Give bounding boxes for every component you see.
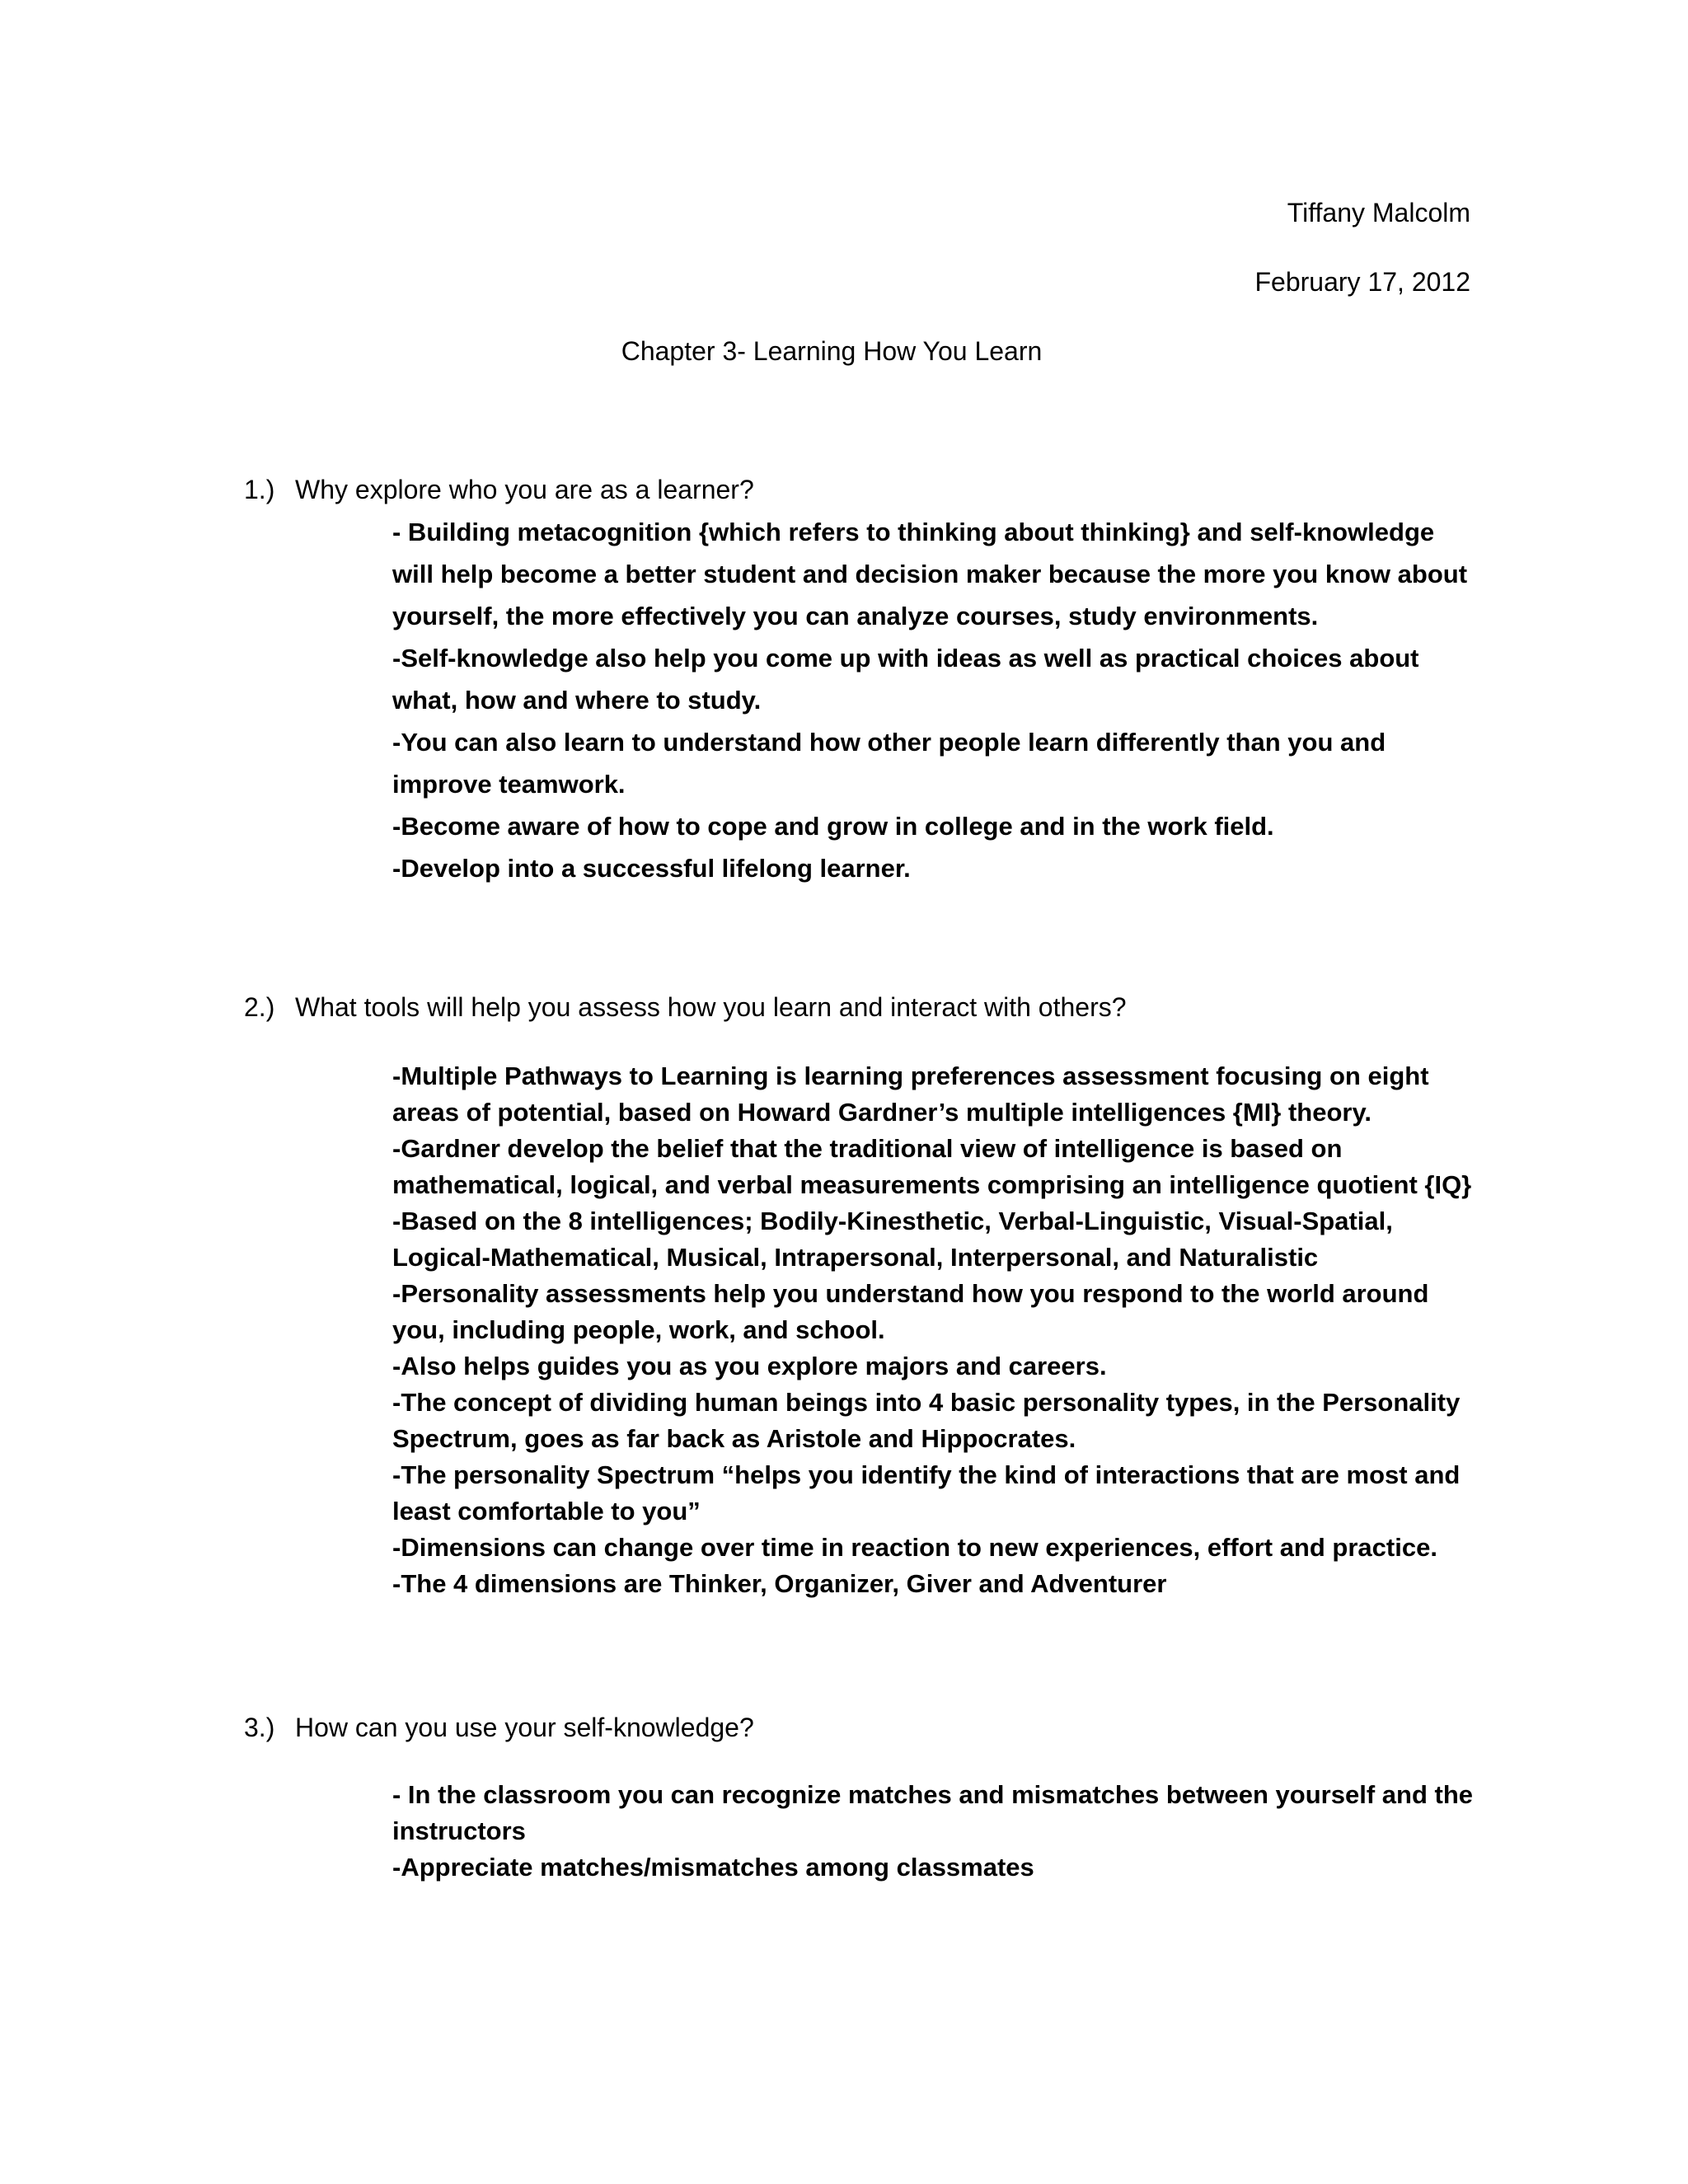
answer-item: -The 4 dimensions are Thinker, Organizer, Giver and Adventurer [392, 1569, 1167, 1598]
answer-item: -Based on the 8 intelligences; Bodily-Kinesthetic, Verbal-Linguistic, Visual-Spatial, Logical-Mathematical, Musical, Intrapersonal, Interpersonal, and Naturalistic [392, 1207, 1393, 1272]
question-number: 2.) [244, 992, 275, 1022]
answer-list-2 [392, 1058, 1480, 1602]
question-3 [244, 1711, 754, 1744]
answer-item: -The concept of dividing human beings into 4 basic personality types, in the Personality Spectrum, goes as far back as Aristole and Hippocrates. [392, 1388, 1461, 1453]
question-text: What tools will help you assess how you learn and interact with others? [295, 992, 1127, 1022]
answer-item: -Dimensions can change over time in reaction to new experiences, effort and practice. [392, 1533, 1437, 1562]
answer-item: -Also helps guides you as you explore majors and careers. [392, 1352, 1107, 1380]
answer-list-3 [392, 1777, 1480, 1886]
answer-item: - Building metacognition {which refers to thinking about thinking} and self-knowledge will help become a better student and decision maker because the more you know about yourself, the more effectively you can analyze courses, study environments. [392, 518, 1468, 630]
answer-item: -Personality assessments help you understand how you respond to the world around you, including people, work, and school. [392, 1279, 1429, 1344]
document-date: February 17, 2012 [1254, 267, 1470, 297]
answer-item: -Multiple Pathways to Learning is learning preferences assessment focusing on eight areas of potential, based on Howard Gardner’s multiple intelligences {MI} theory. [392, 1062, 1429, 1127]
question-text: How can you use your self-knowledge? [295, 1713, 754, 1742]
question-2 [244, 991, 1127, 1024]
answer-item: -Develop into a successful lifelong learner. [392, 854, 911, 883]
question-1 [244, 473, 754, 506]
question-number: 3.) [244, 1713, 275, 1742]
answer-item: -Self-knowledge also help you come up with ideas as well as practical choices about what, how and where to study. [392, 644, 1419, 715]
answer-item: - In the classroom you can recognize matches and mismatches between yourself and the instructors [392, 1780, 1473, 1845]
answer-item: -You can also learn to understand how other people learn differently than you and improve teamwork. [392, 728, 1386, 799]
answer-item: -The personality Spectrum “helps you identify the kind of interactions that are most and least comfortable to you” [392, 1460, 1461, 1526]
answer-item: -Gardner develop the belief that the traditional view of intelligence is based on mathematical, logical, and verbal measurements comprising an intelligence quotient {IQ} [392, 1134, 1472, 1199]
answer-list-1 [392, 511, 1480, 889]
author-name: Tiffany Malcolm [1287, 198, 1470, 227]
answer-item: -Become aware of how to cope and grow in college and in the work field. [392, 812, 1274, 841]
question-number: 1.) [244, 475, 275, 504]
answer-item: -Appreciate matches/mismatches among classmates [392, 1853, 1034, 1882]
question-text: Why explore who you are as a learner? [295, 475, 754, 504]
page-title: Chapter 3- Learning How You Learn [621, 336, 1043, 366]
